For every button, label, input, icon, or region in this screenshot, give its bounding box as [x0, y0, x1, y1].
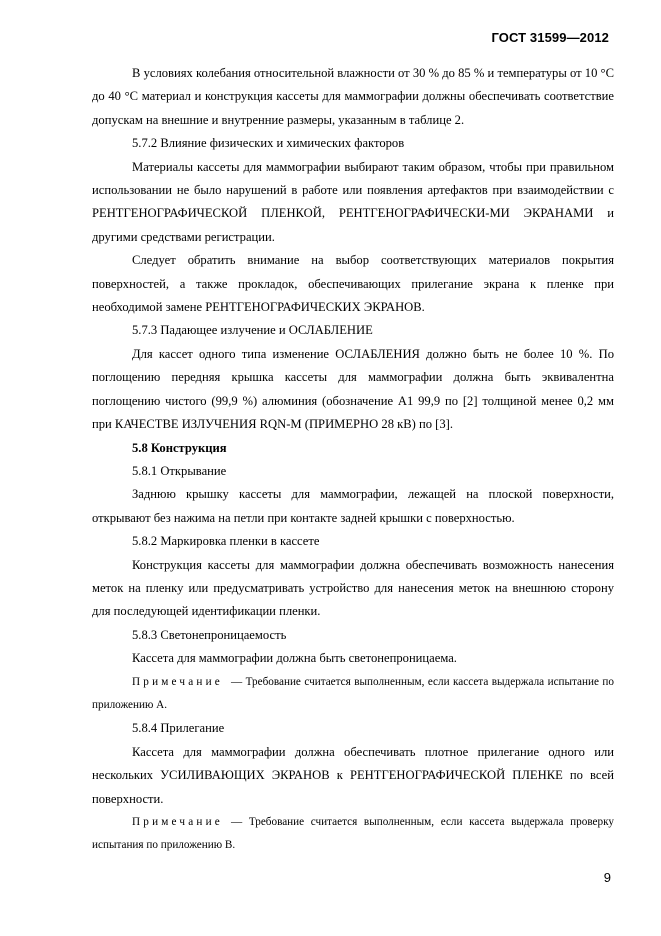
section-heading-5-8-4: 5.8.4 Прилегание: [132, 721, 225, 736]
section-heading-5-8-2: 5.8.2 Маркировка пленки в кассете: [132, 534, 320, 549]
note-label: Примечание: [132, 816, 223, 828]
note-appendix-a: [92, 671, 614, 718]
note-text: — Требование считается выполненным, если кассета выдержала проверку испытания по приложению В.: [92, 816, 614, 852]
note-appendix-b: [92, 811, 614, 858]
section-heading-5-8-3: 5.8.3 Светонепроницаемость: [132, 627, 287, 642]
standard-header: ГОСТ 31599—2012: [491, 30, 609, 45]
paragraph-coatings: Следует обратить внимание на выбор соответствующих материалов покрытия поверхностей, а также прокладок, обеспечивающих прилегание экрана к пленке при необходимой замене РЕНТГЕНОГРАФИЧЕСКИХ ЭКРАНОВ.: [92, 253, 614, 315]
paragraph-attenuation: Для кассет одного типа изменение ОСЛАБЛЕНИЯ должно быть не более 10 %. По поглощению передняя крышка кассеты для маммографии должна быть эквивалентна поглощению чистого (99,9 %) алюминия (обозначение А1 99,9 по [2] толщиной менее 0,2 мм при КАЧЕСТВЕ ИЗЛУЧЕНИЯ RQN-M (ПРИМЕРНО 28 кВ) по [3].: [92, 346, 614, 432]
document-body: [92, 62, 614, 858]
section-heading-5-8: 5.8 Конструкция: [132, 440, 227, 455]
paragraph-opening: Заднюю крышку кассеты для маммографии, лежащей на плоской поверхности, открывают без нажима на петли при контакте задней крышки с поверхностью.: [92, 487, 614, 525]
section-heading-5-7-3: 5.7.3 Падающее излучение и ОСЛАБЛЕНИЕ: [132, 323, 373, 338]
note-text: — Требование считается выполненным, если кассета выдержала испытание по приложению А.: [92, 675, 614, 711]
note-label: Примечание: [132, 675, 223, 688]
paragraph-lighttight: Кассета для маммографии должна быть светонепроницаема.: [132, 651, 457, 666]
page-number: 9: [603, 870, 611, 885]
paragraph-materials: Материалы кассеты для маммографии выбирают таким образом, чтобы при правильном использовании не было нарушений в работе или появления артефактов при взаимодействии с РЕНТГЕНОГРАФИЧЕСКОЙ ПЛЕНКОЙ, РЕНТГЕНОГРАФИЧЕСКИ-МИ ЭКРАНАМИ и другими средствами регистрации.: [92, 159, 614, 244]
section-heading-5-7-2: 5.7.2 Влияние физических и химических факторов: [132, 136, 405, 151]
section-heading-5-8-1: 5.8.1 Открывание: [132, 463, 227, 478]
paragraph-marking: Конструкция кассеты для маммографии должна обеспечивать возможность нанесения меток на пленку или предусматривать устройство для нанесения меток на внешнюю сторону для последующей идентификации пленки.: [92, 557, 614, 619]
paragraph-contact: Кассета для маммографии должна обеспечивать плотное прилегание одного или нескольких УСИЛИВАЮЩИХ ЭКРАНОВ к РЕНТГЕНОГРАФИЧЕСКОЙ ПЛЕНКЕ по всей поверхности.: [92, 744, 614, 806]
paragraph-humidity: В условиях колебания относительной влажности от 30 % до 85 % и температуры от 10 °С до 40 °С материал и конструкция кассеты для маммографии должны обеспечивать соответствие допускам на внешние и внутренние размеры, указанным в таблице 2.: [92, 66, 614, 127]
